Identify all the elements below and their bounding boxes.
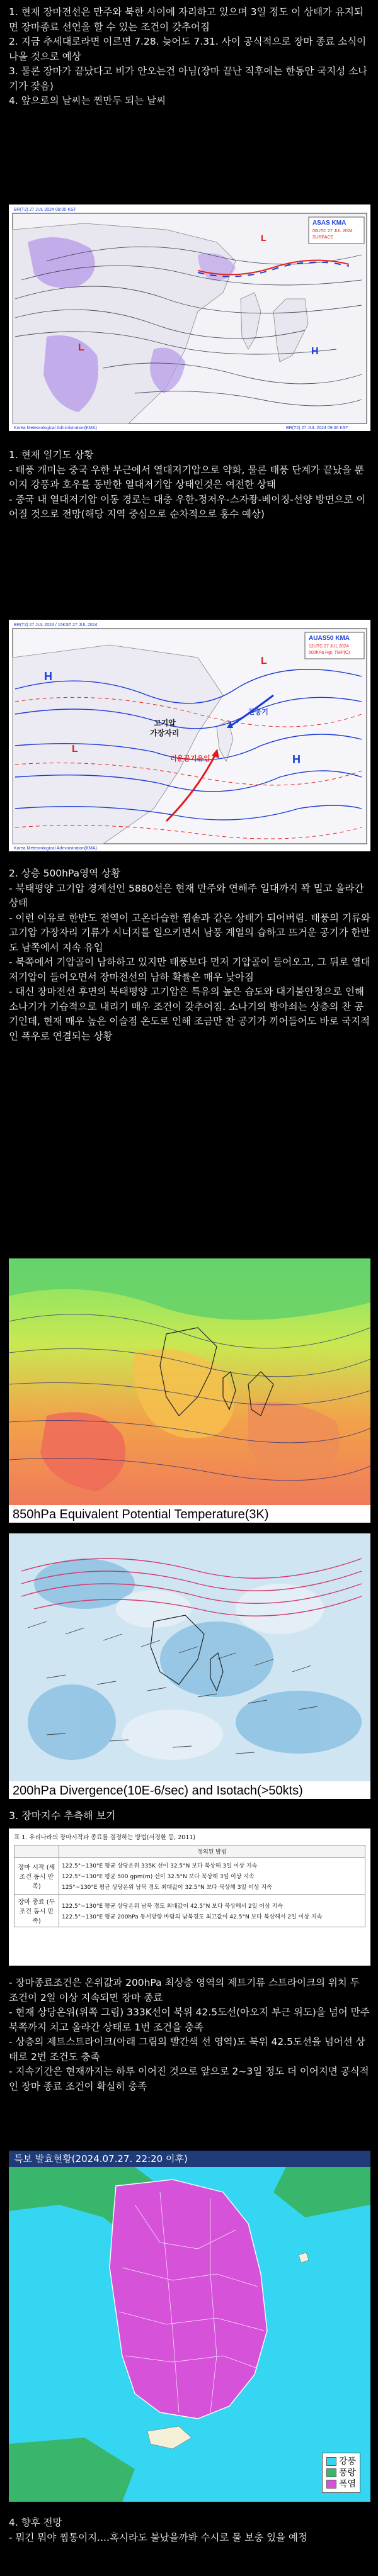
section3-line: - 장마종료조건은 온위값과 200hPa 최상층 영역의 제트기류 스트라이크의 위치 두 조건이 2일 이상 지속되면 장마 종료 xyxy=(9,1977,360,2003)
svg-text:L: L xyxy=(261,233,266,243)
label-high: 고기압 xyxy=(154,719,176,727)
row-line: 125°~130°E 평균 상당온위 남북 경도 최대값이 32.5°N 보다 북상해 3일 이상 지속 xyxy=(62,1884,272,1891)
intro-line: 3. 물론 장마가 끝났다고 비가 안오는건 아님(장마 끝난 직후에는 한동안 국지성 소나기가 잦음) xyxy=(9,65,368,92)
map2-footer: Korea Meteorological Administration(KMA) xyxy=(14,846,97,851)
surface-map-graphic xyxy=(9,204,370,431)
ept-caption: 850hPa Equivalent Potential Temperature(3K) xyxy=(13,1508,269,1521)
legend-label: 강풍 xyxy=(338,2456,356,2467)
alert-title: 특보 발효현황(2024.07.27. 22:20 이후) xyxy=(9,2151,370,2167)
legend-label: 폭염 xyxy=(338,2479,356,2489)
legend-swatch xyxy=(326,2480,336,2489)
map1-footer: Korea Meteorological Administration(KMA) xyxy=(14,426,97,430)
label-hot-air: 더운공기유입 xyxy=(170,754,210,763)
label-h: H xyxy=(292,753,301,766)
divergence-map-graphic xyxy=(9,1533,370,1781)
label-l: L xyxy=(261,656,267,666)
surface-weather-map xyxy=(9,204,370,431)
section3-title: 3. 장마지수 추측해 보기 xyxy=(9,1810,116,1822)
row-label: 장마 종료 (두 조건 동시 만족) xyxy=(14,1895,59,1927)
row-line: 122.5°~130°E 평균 상당온위 335K 선이 32.5°N 보다 북상해 3일 이상 지속 xyxy=(62,1863,258,1869)
map1-badge-title: ASAS KMA xyxy=(312,220,346,227)
section4-text xyxy=(9,2516,370,2545)
section2-line: - 대신 장마전선 후면의 북태평양 고기압은 특유의 높은 습도와 대기불안정으로 인해 소나기가 기습적으로 내리기 매우 조건이 갖추어짐. 소나기의 방아쇠는 상층의 찬 공기인데, 현재 매우 높은 이슬점 온도로 인해 조금만 찬 공기가 끼어들어도 바로 국지적인 폭우로 연결되는 상황 xyxy=(9,986,370,1042)
section2-line: - 북쪽에서 기압골이 남하하고 있지만 태풍보다 먼저 기압골이 들어오고, 그 뒤로 열대저기압이 들어오면서 장마전선의 남하 확률은 매우 낮아짐 xyxy=(9,956,370,983)
section3-line: - 현재 상당온위(위쪽 그림) 333K선이 북위 42.5도선(아오지 부근 위도)을 넘어 만주 북쪽까지 치고 올라간 상태로 1번 조건을 충족 xyxy=(9,2007,370,2033)
map1-badge-line2: SURFACE xyxy=(312,235,334,240)
section2-title: 2. 상층 500hPa영역 상황 xyxy=(9,868,120,879)
row-label: 장마 시작 (세 조건 동시 만족) xyxy=(14,1858,59,1895)
section2-text xyxy=(9,866,370,1044)
section4-line: - 뭐긴 뭐야 찜통이지....혹시라도 불났을까봐 수시로 물 보충 있을 예정 xyxy=(9,2531,307,2543)
map1-badge-line1: 00UTC 27 JUL 2024 xyxy=(312,229,353,233)
section3-line: - 지속기간은 현재까지는 하루 이어진 것으로 앞으로 2~3일 정도 더 이어지면 공식적인 장마 종료 조건이 확실히 충족 xyxy=(9,2066,369,2092)
intro-line: 2. 지금 추세대로라면 이르면 7.28. 늦어도 7.31. 사이 공식적으로 장마 종료 소식이 나올 것으로 예상 xyxy=(9,36,367,62)
divergence-200hpa-map xyxy=(9,1533,370,1799)
upper-air-500hpa-map xyxy=(9,620,370,851)
alert-map-graphic xyxy=(9,2167,370,2502)
divergence-caption: 200hPa Divergence(10E-6/sec) and Isotach(>50kts) xyxy=(13,1784,303,1798)
svg-text:L: L xyxy=(78,342,84,353)
section1-line: - 중국 내 열대저기압 이동 경로는 대충 우한-정저우-스자좡-베이징-선양 방면으로 이어질 것으로 전망(해당 지역 중심으로 순차적으로 홍수 예상) xyxy=(9,493,366,520)
section2-line: - 북태평양 고기압 경계선인 5880선은 현재 만주와 연해주 일대까지 꽉 밀고 올라간 상태 xyxy=(9,882,364,909)
legend-swatch xyxy=(326,2468,336,2477)
label-rim: 가장자리 xyxy=(150,729,180,737)
legend-item xyxy=(326,2456,356,2467)
map2-header: BR(T2) 27 JUL 2024 / 15KST 27 JUL 2024 xyxy=(14,623,98,627)
map2-badge-line2: 500hPa Hgt, TMP(C) xyxy=(309,651,350,655)
label-cool-air: 찬공기 xyxy=(248,708,268,716)
row-line: 122.5°~130°E 평균 500 gpm(m) 선이 32.5°N 보다 북상해 3일 이상 지속 xyxy=(62,1874,255,1880)
legend-item xyxy=(326,2467,356,2478)
weather-alert-map xyxy=(9,2151,370,2502)
map2-badge-title: AUAS50 KMA xyxy=(309,635,350,642)
table-row xyxy=(14,1858,365,1895)
alert-legend xyxy=(322,2453,360,2493)
intro-line: 1. 현재 장마전선은 만주와 북한 사이에 자리하고 있으며 3일 정도 이 상태가 유지되면 장마종료 선언을 할 수 있는 조건이 갖추어짐 xyxy=(9,6,364,33)
legend-label: 풍랑 xyxy=(338,2468,356,2478)
svg-text:H: H xyxy=(311,346,319,357)
section1-text xyxy=(9,448,370,522)
section3-line: - 상층의 제트스트라이크(아래 그림의 빨간색 선 영역)도 북위 42.5도선을 넘어선 상태로 2번 조건도 충족 xyxy=(9,2036,365,2063)
row-line: 122.5°~130°E 평균 200hPa 동서방향 바람의 남북경도 최고값이 42.5°N 보다 북상해서 2일 이상 지속 xyxy=(62,1913,323,1920)
section4-title: 4. 향후 전망 xyxy=(9,2517,62,2528)
upper-air-map-graphic xyxy=(9,620,370,851)
table-col-header: 정의된 방법 xyxy=(59,1845,365,1858)
ept-850hpa-map xyxy=(9,1258,370,1523)
map1-header: BR(T2) 27 JUL 2024 09:00 KST xyxy=(14,208,76,212)
label-l: L xyxy=(72,744,78,754)
section3-text xyxy=(9,1976,370,2094)
section1-line: - 태풍 개미는 중국 우한 부근에서 열대저기압으로 약화, 물론 태풍 단계가 끝났을 뿐이지 강풍과 호우를 동반한 열대저기압 상태인것은 여전한 상태 xyxy=(9,464,364,490)
ept-map-graphic xyxy=(9,1258,370,1505)
label-h: H xyxy=(44,670,52,683)
row-line: 122.5°~130°E 평균 상당온위 남북 경도 최대값이 42.5°N 보다 북상해서 2일 이상 지속 xyxy=(62,1903,283,1910)
section1-title: 1. 현재 일기도 상황 xyxy=(9,449,94,461)
legend-swatch xyxy=(326,2457,336,2466)
legend-item xyxy=(326,2478,356,2490)
section2-line: - 이런 이유로 한반도 전역이 고온다습한 찜솥과 같은 상태가 되어버림. 태풍의 기류와 고기압 가장자리 기류가 시너지를 일으키면서 남풍 계열의 습하고 뜨거운 공기가 한반도 남쪽에서 지속 유입 xyxy=(9,912,370,953)
table-row xyxy=(14,1895,365,1927)
intro-text xyxy=(9,5,370,109)
map2-badge-line1: 12UTC 27 JUL 2024 xyxy=(309,644,349,649)
map1-footer-right: BR(T2) 27 JUL 2024 09:00 KST xyxy=(286,426,348,430)
intro-line: 4. 앞으로의 날씨는 찐만두 되는 날씨 xyxy=(9,95,166,106)
table-title: 표 1. 우리나라의 장마시작과 종료를 결정하는 방법(서경환 등, 2011) xyxy=(14,1834,196,1841)
monsoon-criteria-table xyxy=(9,1828,370,1966)
